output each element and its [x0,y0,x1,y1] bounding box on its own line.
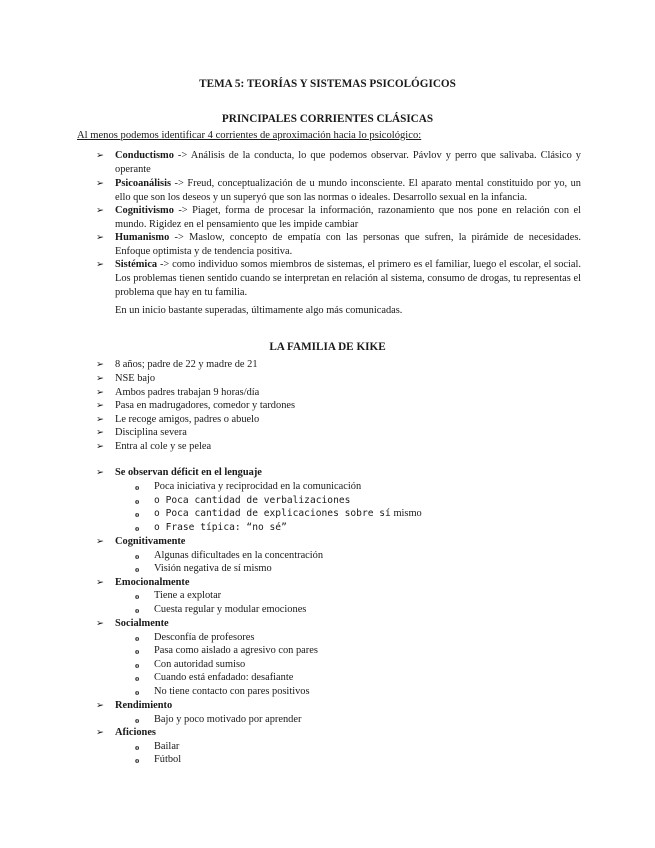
arrow-bullet-icon: ➢ [96,728,104,738]
fact-item: ➢ NSE bajo [96,373,156,384]
bullet-glyph: o [154,508,160,519]
sub-item: o Tiene a explotar [135,590,222,601]
term: Humanismo [115,232,170,243]
circle-bullet-icon: o [135,591,140,601]
section-title-currents: PRINCIPALES CORRIENTES CLÁSICAS [221,113,434,125]
sub-item: o Con autoridad sumiso [135,659,246,670]
arrow-bullet-icon: ➢ [96,233,104,243]
circle-bullet-icon: o [135,687,140,697]
fact-item: ➢ Le recoge amigos, padres o abuelo [96,414,260,425]
list-item-sistemica [96,258,581,300]
sub-item: o Desconfía de profesores [135,632,255,643]
circle-bullet-icon: o [135,646,140,656]
sub-item: o Pasa como aislado a agresivo con pares [135,645,318,656]
arrow-bullet-icon: ➢ [96,619,104,629]
group-heading-lenguaje: ➢ Se observan déficit en el lenguaje [96,467,262,478]
group-heading-rendimiento: ➢ Rendimiento [96,700,173,711]
list-item-psicoanalisis [96,177,581,205]
circle-bullet-icon: o [135,673,140,683]
list-item-cognitivismo [96,204,581,232]
sub-item-mono: o o Poca cantidad de explicaciones sobre sí mismo [135,508,422,519]
circle-bullet-icon: o [135,564,140,574]
arrow-bullet-icon: ➢ [96,415,104,425]
bullet-glyph: o [154,495,160,506]
circle-bullet-icon: o [135,742,140,752]
sub-item: o Fútbol [135,754,182,765]
arrow-bullet-icon: ➢ [96,701,104,711]
list-item-humanismo [96,231,581,259]
arrow-bullet-icon: ➢ [96,179,104,189]
circle-bullet-icon: o [135,755,140,765]
circle-bullet-icon: o [135,715,140,725]
circle-bullet-icon: o [135,633,140,643]
group-heading-emocionalmente: ➢ Emocionalmente [96,577,190,588]
group-heading-aficiones: ➢ Aficiones [96,727,156,738]
circle-bullet-icon: o [135,482,140,492]
group-heading-socialmente: ➢ Socialmente [96,618,169,629]
sub-item: o Algunas dificultades en la concentración [135,550,324,561]
fact-item: ➢ Ambos padres trabajan 9 horas/día [96,387,260,398]
sub-item: o Bajo y poco motivado por aprender [135,714,302,725]
group-heading-cognitivamente: ➢ Cognitivamente [96,536,186,547]
arrow-bullet-icon: ➢ [96,537,104,547]
intro-text: Al menos podemos identificar 4 corrientes de aproximación hacia lo psicológico: [77,130,422,141]
description: -> Piaget, forma de procesar la información, razonamiento que nos pone en relación con el mundo. Rigidez en el pensamiento que les impide cambiar [115,205,581,230]
sub-item: o Cuando está enfadado: desafiante [135,672,294,683]
arrow-bullet-icon: ➢ [96,401,104,411]
term: Conductismo [115,150,174,161]
arrow-bullet-icon: ➢ [96,260,104,270]
list-item-conductismo [96,149,581,177]
sub-item: o No tiene contacto con pares positivos [135,686,310,697]
fact-item: ➢ 8 años; padre de 22 y madre de 21 [96,359,258,370]
arrow-bullet-icon: ➢ [96,468,104,478]
fact-item: ➢ Pasa en madrugadores, comedor y tardones [96,400,296,411]
circle-bullet-icon: o [135,660,140,670]
term: Cognitivismo [115,205,174,216]
arrow-bullet-icon: ➢ [96,578,104,588]
circle-bullet-icon: o [135,523,140,533]
fact-item: ➢ Disciplina severa [96,427,187,438]
arrow-bullet-icon: ➢ [96,388,104,398]
arrow-bullet-icon: ➢ [96,442,104,452]
description: -> Maslow, concepto de empatía con las personas que sufren, la pirámide de necesidades. Enfoque optimista y de tendencia positiva. [115,232,581,257]
section-title-family: LA FAMILIA DE KIKE [269,341,386,353]
arrow-bullet-icon: ➢ [96,206,104,216]
sub-item-mono: o o Poca cantidad de verbalizaciones [135,495,351,506]
term: Psicoanálisis [115,178,172,189]
arrow-bullet-icon: ➢ [96,428,104,438]
description: -> Freud, conceptualización de u mundo inconsciente. El aparato mental constituido por yo, un ello que son los deseos y un superyó que son las normas o ideales. Desarrollo sexual en la infancia. [115,178,581,203]
circle-bullet-icon: o [135,509,140,519]
circle-bullet-icon: o [135,496,140,506]
arrow-bullet-icon: ➢ [96,360,104,370]
circle-bullet-icon: o [135,551,140,561]
arrow-bullet-icon: ➢ [96,151,104,161]
term: Sistémica [115,259,158,270]
bullet-glyph: o [154,522,160,533]
description: -> como individuo somos miembros de sistemas, el primero es el familiar, luego el escolar, el social. Los problemas tienen sentido cuando se interpretan en relación al sistema, consumo de drogas, tu representas el problema que hay en tu familia. [115,259,581,298]
fact-item: ➢ Entra al cole y se pelea [96,441,212,452]
sub-item: o Visión negativa de sí mismo [135,563,272,574]
sub-item: o Bailar [135,741,180,752]
arrow-bullet-icon: ➢ [96,374,104,384]
document-title: TEMA 5: TEORÍAS Y SISTEMAS PSICOLÓGICOS [199,78,456,90]
circle-bullet-icon: o [135,605,140,615]
description: -> Análisis de la conducta, lo que podemos observar. Pávlov y perro que salivaba. Clásico y operante [115,150,581,175]
sub-item-mono: o o Frase típica: “no sé” [135,522,287,533]
sub-item: o Cuesta regular y modular emociones [135,604,307,615]
note-text: En un inicio bastante superadas, últimamente algo más comunicadas. [115,305,403,316]
sub-item: o Poca iniciativa y reciprocidad en la comunicación [135,481,362,492]
